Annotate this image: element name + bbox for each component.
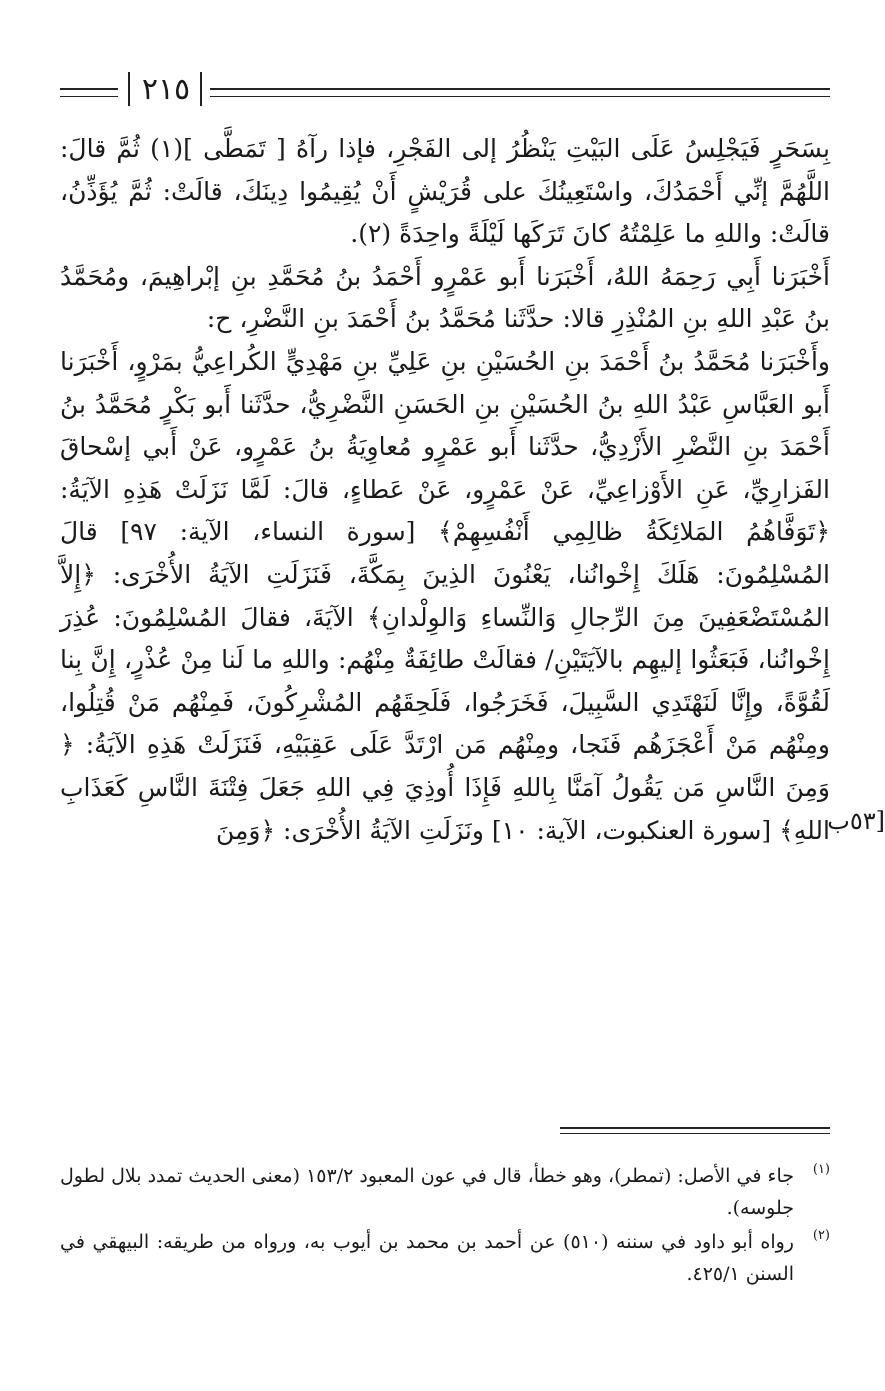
footnote-text: جاء في الأصل: (تمطر)، وهو خطأ، قال في عون المعبود ١٥٣/٢ (معنى الحديث تمدد بلال لطول جلوسه). [60,1165,795,1219]
manuscript-folio-marker: [٥٣ب [827,807,885,835]
header-rule-right [210,88,830,97]
header-rule-left [60,88,118,97]
paragraph-1: بِسَحَرٍ فَيَجْلِسُ عَلَى البَيْتِ يَنْظُرُ إلى الفَجْرِ، فإذا رآهُ [ تَمَطَّى ](١) ثُمَّ قالَ: اللَّهُمَّ إنِّي أَحْمَدُكَ، واسْتَعِينُكَ على قُرَيْشٍ أَنْ يُقِيمُوا دِينَكَ، قالَتْ: ثُمَّ يُؤَذِّنُ، قالَتْ: واللهِ ما عَلِمْتُهُ كانَ تَرَكَها لَيْلَةً واحِدَةً (٢). [60,134,831,249]
header-bar-left [128,72,130,106]
footnote-2 [60,1226,830,1290]
footnote-separator [560,1127,830,1134]
header-bar-right [200,72,202,106]
page-number: ٢١٥ [141,72,191,107]
paragraph-3: وأَخْبَرَنا مُحَمَّدُ بنُ أَحْمَدَ بنِ الحُسَيْنِ بنِ عَلِيِّ بنِ مَهْدِيٍّ الكُراعِيُّ بمَرْوٍ، أَخْبَرَنا أَبو العَبَّاسِ عَبْدُ اللهِ بنُ الحُسَيْنِ بنِ الحَسَنِ النَّضْرِيُّ، حدَّثَنا أَبو بَكْرٍ مُحَمَّدُ بنُ أَحْمَدَ بنِ النَّضْرِ الأَزْدِيُّ، حدَّثَنا أَبو عَمْرٍو مُعاوِيَةُ بنُ عَمْرٍو، عَنْ أَبي إسْحاقَ الفَزارِيِّ، عَنِ الأَوْزاعِيِّ، عَنْ عَمْرٍو، عَنْ عَطاءٍ، قالَ: لَمَّا نَزَلَتْ هَذِهِ الآيَةُ: ﴿تَوَفَّاهُمُ المَلائِكَةُ ظالِمِي أَنْفُسِهِمْ﴾ [سورة النساء، الآية: ٩٧] قالَ المُسْلِمُونَ: هَلَكَ إِخْوانُنا، يَعْنُونَ الذِينَ بِمَكَّةَ، فَنَزَلَتِ الآيَةُ الأُخْرَى: ﴿إِلاَّ المُسْتَضْعَفِينَ مِنَ الرِّجالِ وَالنِّساءِ وَالوِلْدانِ﴾ الآيَةَ، فقالَ المُسْلِمُونَ: عُذِرَ إِخْوانُنا، فَبَعَثُوا إليهِم بالآيَتَيْنِ/ فقالَتْ طائِفَةٌ مِنْهُم: واللهِ ما لَنا مِنْ عُذْرٍ، إِنَّ بِنا لَقُوَّةً، وإِنَّا لَنَهْتَدِي السَّبِيلَ، فَخَرَجُوا، فَلَحِقَهُم المُشْرِكُونَ، فَمِنْهُم مَنْ قُتِلُوا، ومِنْهُم مَنْ أَعْجَزَهُم فَنَجا، ومِنْهُم مَن ارْتَدَّ عَلَى عَقِبَيْهِ، فَنَزَلَتْ هَذِهِ الآيَةُ: ﴿ وَمِنَ النَّاسِ مَن يَقُولُ آمَنَّا بِاللهِ فَإِذَا أُوذِيَ فِي اللهِ جَعَلَ فِتْنَةَ النَّاسِ كَعَذَابِ اللهِ﴾ [سورة العنكبوت، الآية: ١٠] ونَزَلَتِ الآيَةُ الأُخْرَى: ﴿وَمِنَ [60,346,830,845]
footnote-1 [60,1160,830,1224]
page-header [60,70,830,110]
footnotes [60,1160,830,1292]
paragraph-2: أَخْبَرَنا أَبِي رَحِمَهُ اللهُ، أَخْبَرَنا أَبو عَمْرٍو أَحْمَدُ بنُ مُحَمَّدِ بنِ إبْراهِيمَ، ومُحَمَّدُ بنُ عَبْدِ اللهِ بنِ المُنْذِرِ قالا: حدَّثَنا مُحَمَّدُ بنُ أَحْمَدَ بنِ النَّضْرِ، ح: [60,261,830,334]
main-text [60,128,830,852]
footnote-text: رواه أبو داود في سننه (٥١٠) عن أحمد بن محمد بن أيوب به، ورواه من طريقه: البيهقي في السنن ٤٢٥/١. [60,1231,794,1285]
footnote-number: (٢) [812,1228,830,1243]
footnote-number: (١) [812,1162,830,1177]
